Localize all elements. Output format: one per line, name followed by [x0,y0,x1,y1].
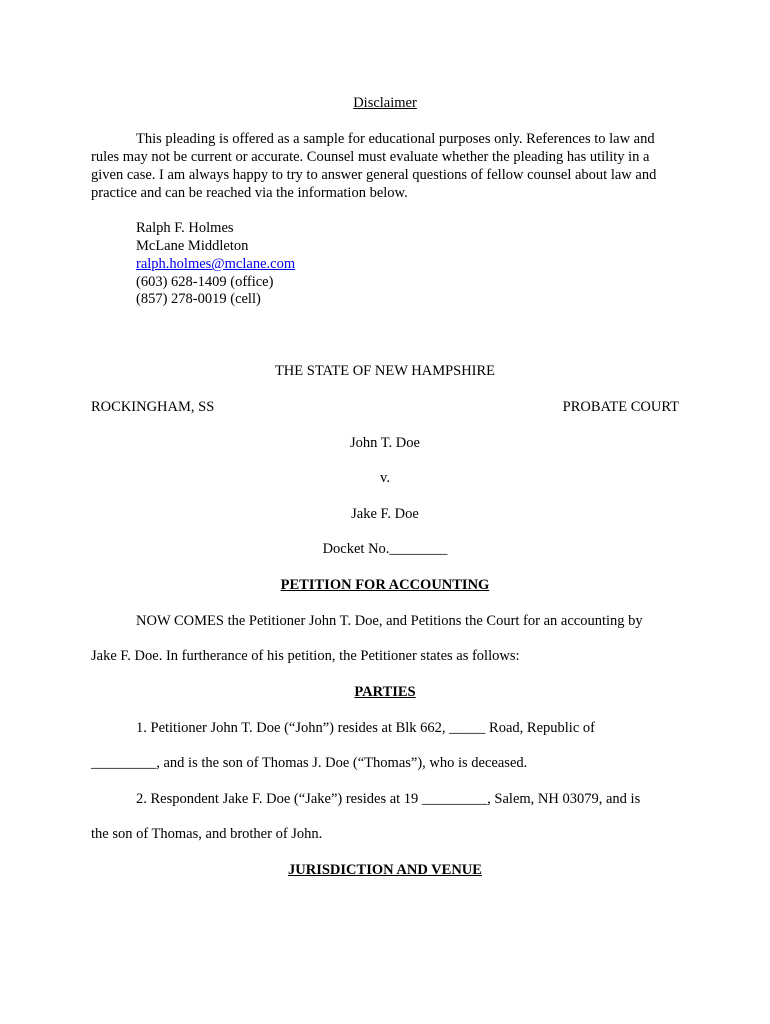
intro-line-1: NOW COMES the Petitioner John T. Doe, and Petitions the Court for an accounting by [136,613,643,629]
contact-name: Ralph F. Holmes [136,220,234,236]
court-label: PROBATE COURT [562,399,679,415]
item-1-line-1: 1. Petitioner John T. Doe (“John”) resides at Blk 662, _____ Road, Republic of [136,720,595,736]
docket-number: Docket No.________ [322,541,448,557]
item-2-line-2: the son of Thomas, and brother of John. [91,826,323,842]
parties-heading: PARTIES [354,684,416,700]
contact-email-link[interactable]: ralph.holmes@mclane.com [136,256,296,272]
respondent-name: Jake F. Doe [351,506,419,522]
petitioner-name: John T. Doe [350,435,420,451]
contact-cell-phone: (857) 278-0019 (cell) [136,291,261,307]
state-heading: THE STATE OF NEW HAMPSHIRE [274,363,496,379]
disclaimer-heading: Disclaimer [353,95,417,111]
contact-office-phone: (603) 628-1409 (office) [136,274,274,290]
intro-line-2: Jake F. Doe. In furtherance of his petition, the Petitioner states as follows: [91,648,520,664]
contact-firm: McLane Middleton [136,238,249,254]
item-2-line-1: 2. Respondent Jake F. Doe (“Jake”) resides at 19 _________, Salem, NH 03079, and is [136,791,641,807]
jurisdiction-heading: JURISDICTION AND VENUE [288,862,482,878]
disclaimer-body: This pleading is offered as a sample for educational purposes only. References to law and rules may not be current or accurate. Counsel must evaluate whether the pleading has utility in a given case. I am always happy to try to answer general questions of fellow counsel about law and practice and can be reached via the information below. [91,131,657,201]
county-label: ROCKINGHAM, SS [91,399,215,415]
petition-title: PETITION FOR ACCOUNTING [280,577,490,593]
versus-label: v. [380,470,390,486]
item-1-line-2: _________, and is the son of Thomas J. Doe (“Thomas”), who is deceased. [91,755,528,771]
